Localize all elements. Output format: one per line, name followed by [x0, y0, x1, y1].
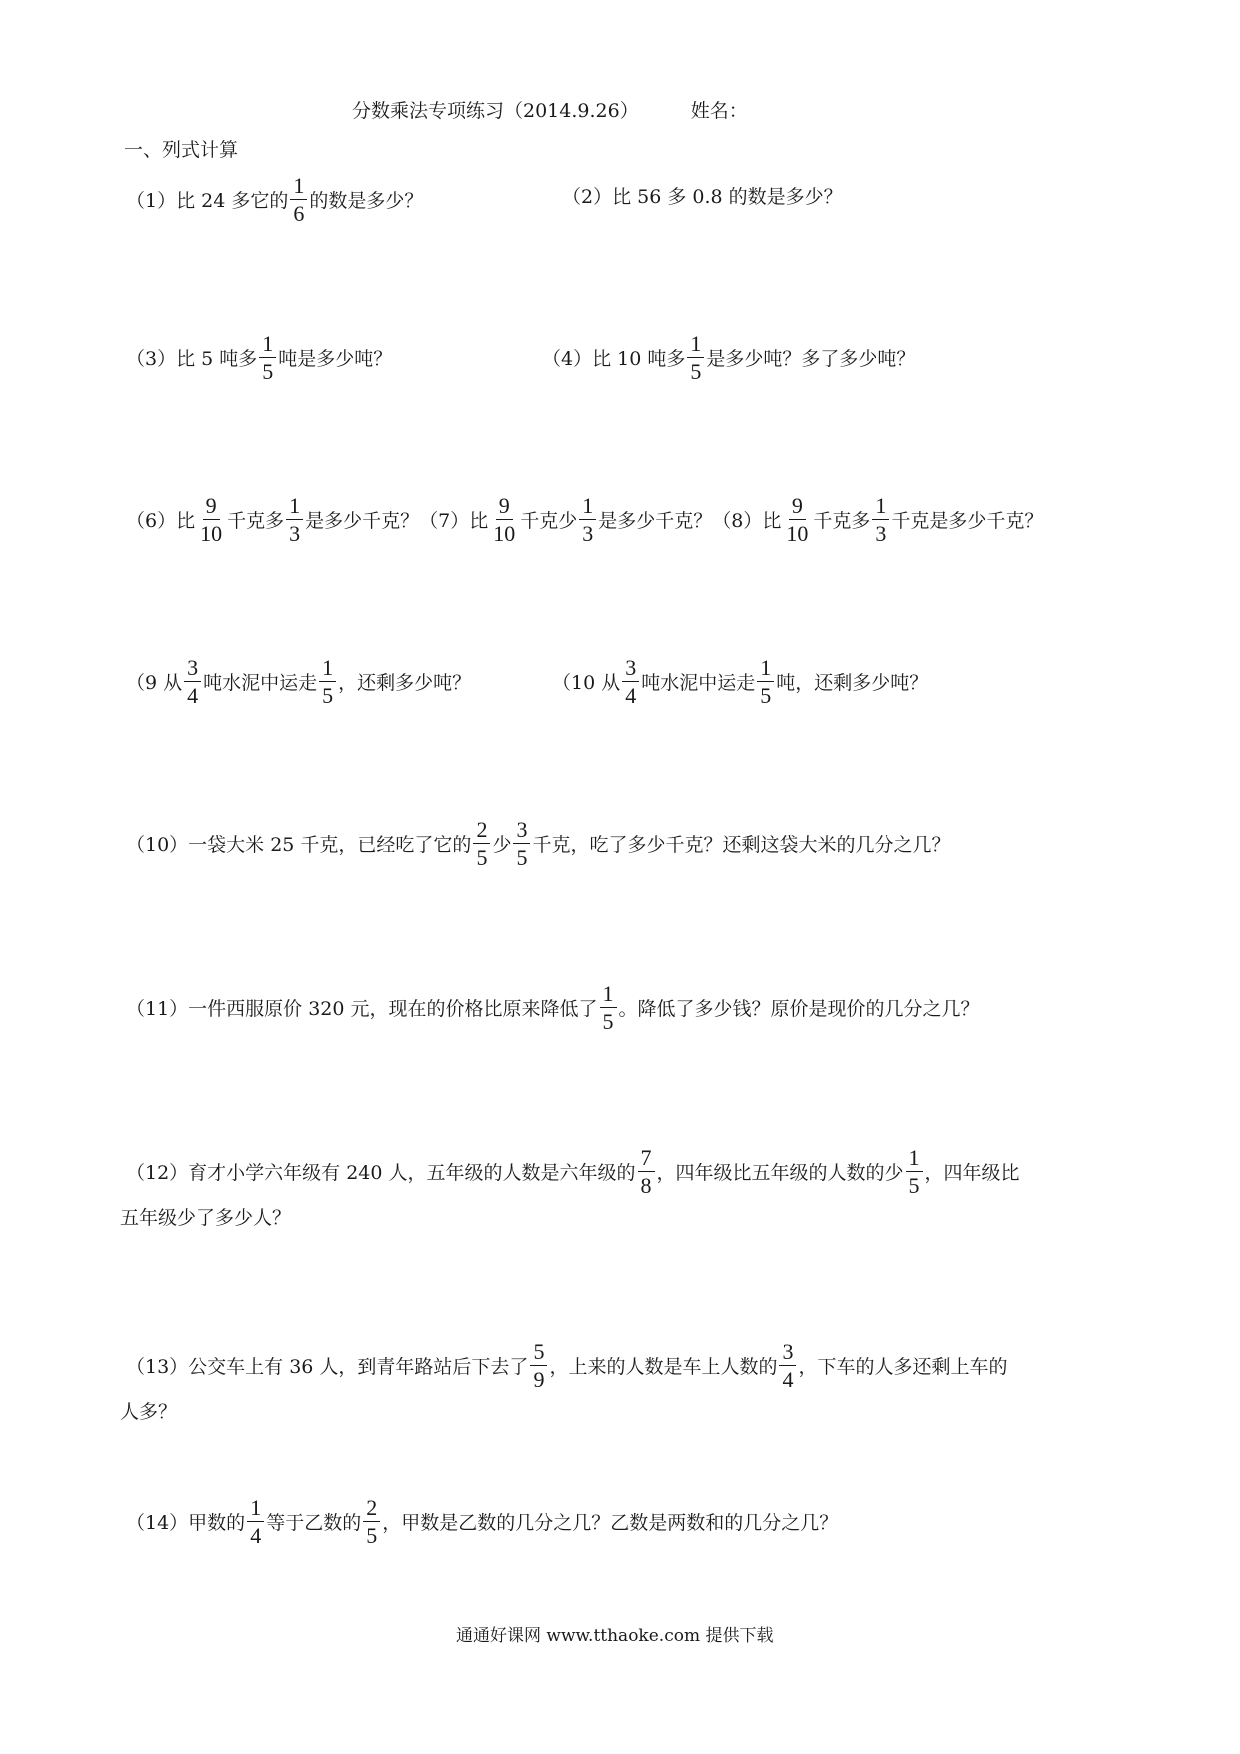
fraction	[286, 494, 303, 545]
denominator: 8	[640, 1173, 652, 1199]
denominator: 9	[533, 1367, 545, 1393]
problem-text: ，甲数是乙数的几分之几？乙数是两数和的几分之几？	[382, 1512, 839, 1535]
fraction	[638, 1146, 655, 1197]
denominator: 5	[366, 1523, 378, 1549]
denominator: 5	[476, 845, 488, 871]
problem-text: 。降低了多少钱？原价是现价的几分之几？	[618, 998, 980, 1021]
numerator: 9	[789, 494, 806, 520]
problem-text: 吨是多少吨？	[278, 348, 393, 371]
numerator: 1	[600, 982, 617, 1008]
problem-text: ，四年级比五年级的人数的少	[656, 1162, 904, 1185]
problem-4	[542, 332, 915, 383]
fraction	[473, 818, 490, 869]
problem-text: 是多少千克？	[305, 510, 420, 533]
numerator: 1	[247, 1496, 264, 1522]
problem-13-line2: 人多？	[120, 1401, 178, 1423]
denominator: 3	[875, 521, 887, 547]
problem-text: （3）比 5 吨多	[126, 348, 258, 371]
fraction	[622, 656, 639, 707]
fraction	[247, 1496, 264, 1547]
fraction	[184, 656, 201, 707]
section-heading: 一、列式计算	[124, 139, 239, 161]
problem-text: 等于乙数的	[266, 1512, 362, 1535]
fraction	[687, 332, 704, 383]
problem-text: （11）一件西服原价 320 元，现在的价格比原来降低了	[126, 998, 598, 1021]
fraction	[490, 494, 518, 545]
fraction	[779, 1340, 796, 1391]
numerator: 3	[779, 1340, 796, 1366]
numerator: 3	[184, 656, 201, 682]
denominator: 3	[582, 521, 594, 547]
denominator: 6	[293, 201, 305, 227]
numerator: 1	[259, 332, 276, 358]
fraction	[757, 656, 774, 707]
problem-1	[126, 174, 423, 225]
fraction	[600, 982, 617, 1033]
numerator: 1	[579, 494, 596, 520]
denominator: 5	[690, 359, 702, 385]
problem-text: （8）比	[712, 510, 782, 533]
denominator: 4	[250, 1523, 262, 1549]
denominator: 10	[786, 521, 809, 547]
problem-text: ，下车的人多还剩上车的	[798, 1356, 1008, 1379]
problem-text: 千克多	[227, 510, 285, 533]
problem-12	[126, 1146, 1020, 1197]
problem-text: ，还剩多少吨？	[338, 672, 472, 695]
numerator: 7	[638, 1146, 655, 1172]
fraction	[290, 174, 307, 225]
problem-13	[126, 1340, 1007, 1391]
numerator: 1	[319, 656, 336, 682]
denominator: 5	[602, 1009, 614, 1035]
problem-text: 千克多	[813, 510, 871, 533]
problem-text: 千克少	[520, 510, 578, 533]
problem-7	[419, 494, 712, 545]
problem-2	[562, 182, 843, 209]
problem-text: （10）一袋大米 25 千克，已经吃了它的	[126, 834, 472, 857]
numerator: 3	[622, 656, 639, 682]
problem-6	[126, 494, 419, 545]
numerator: 2	[363, 1496, 380, 1522]
problem-text: （9 从	[126, 672, 183, 695]
fraction	[530, 1340, 547, 1391]
denominator: 5	[516, 845, 528, 871]
denominator: 10	[200, 521, 223, 547]
fraction	[363, 1496, 380, 1547]
denominator: 3	[289, 521, 301, 547]
denominator: 5	[908, 1173, 920, 1199]
denominator: 5	[760, 683, 772, 709]
problem-3	[126, 332, 392, 383]
problem-text: ，上来的人数是车上人数的	[549, 1356, 778, 1379]
problem-text: 吨水泥中运走	[641, 672, 756, 695]
problem-10-rice	[126, 818, 950, 869]
denominator: 10	[493, 521, 516, 547]
problem-10-cement	[552, 656, 928, 707]
problem-text: （4）比 10 吨多	[542, 348, 686, 371]
numerator: 9	[203, 494, 220, 520]
denominator: 4	[782, 1367, 794, 1393]
problem-8	[712, 494, 1043, 545]
problem-text: 千克是多少千克？	[891, 510, 1044, 533]
problem-text: （14）甲数的	[126, 1512, 246, 1535]
problem-12-line2: 五年级少了多少人？	[120, 1207, 292, 1229]
fraction	[872, 494, 889, 545]
problem-text: 少	[492, 834, 512, 857]
problem-text: （7）比	[419, 510, 489, 533]
numerator: 1	[290, 174, 307, 200]
denominator: 4	[187, 683, 199, 709]
problem-text: （12）育才小学六年级有 240 人，五年级的人数是六年级的	[126, 1162, 636, 1185]
problem-text: 吨水泥中运走	[203, 672, 318, 695]
problem-text: （6）比	[126, 510, 196, 533]
problem-text: ，四年级比	[924, 1162, 1020, 1185]
problem-11	[126, 982, 980, 1033]
fraction	[319, 656, 336, 707]
numerator: 1	[757, 656, 774, 682]
fraction	[906, 1146, 923, 1197]
fraction	[513, 818, 530, 869]
numerator: 1	[906, 1146, 923, 1172]
problem-6-7-8	[126, 494, 1043, 545]
numerator: 1	[872, 494, 889, 520]
problem-text: （13）公交车上有 36 人，到青年路站后下去了	[126, 1356, 529, 1379]
numerator: 3	[513, 818, 530, 844]
problem-text: 的数是多少？	[309, 190, 424, 213]
problem-14	[126, 1496, 838, 1547]
fraction	[259, 332, 276, 383]
fraction	[783, 494, 811, 545]
problem-text: 是多少吨？多了多少吨？	[706, 348, 916, 371]
problem-9	[126, 656, 471, 707]
problem-text: （2）比 56 多 0.8 的数是多少？	[562, 186, 843, 208]
numerator: 2	[473, 818, 490, 844]
problem-text: （1）比 24 多它的	[126, 190, 289, 213]
fraction	[579, 494, 596, 545]
denominator: 5	[322, 683, 334, 709]
problem-text: （10 从	[552, 672, 621, 695]
page-title	[352, 96, 748, 123]
numerator: 9	[496, 494, 513, 520]
numerator: 1	[286, 494, 303, 520]
problem-text: 是多少千克？	[598, 510, 713, 533]
problem-text: 吨，还剩多少吨？	[776, 672, 929, 695]
fraction	[197, 494, 225, 545]
numerator: 1	[687, 332, 704, 358]
denominator: 4	[625, 683, 637, 709]
footer-credit: 通通好课网 www.tthaoke.com 提供下载	[456, 1626, 774, 1646]
problem-text: 千克，吃了多少千克？还剩这袋大米的几分之几？	[532, 834, 951, 857]
denominator: 5	[262, 359, 274, 385]
worksheet-title: 分数乘法专项练习（2014.9.26）	[352, 100, 639, 122]
numerator: 5	[530, 1340, 547, 1366]
name-label: 姓名：	[690, 100, 748, 122]
